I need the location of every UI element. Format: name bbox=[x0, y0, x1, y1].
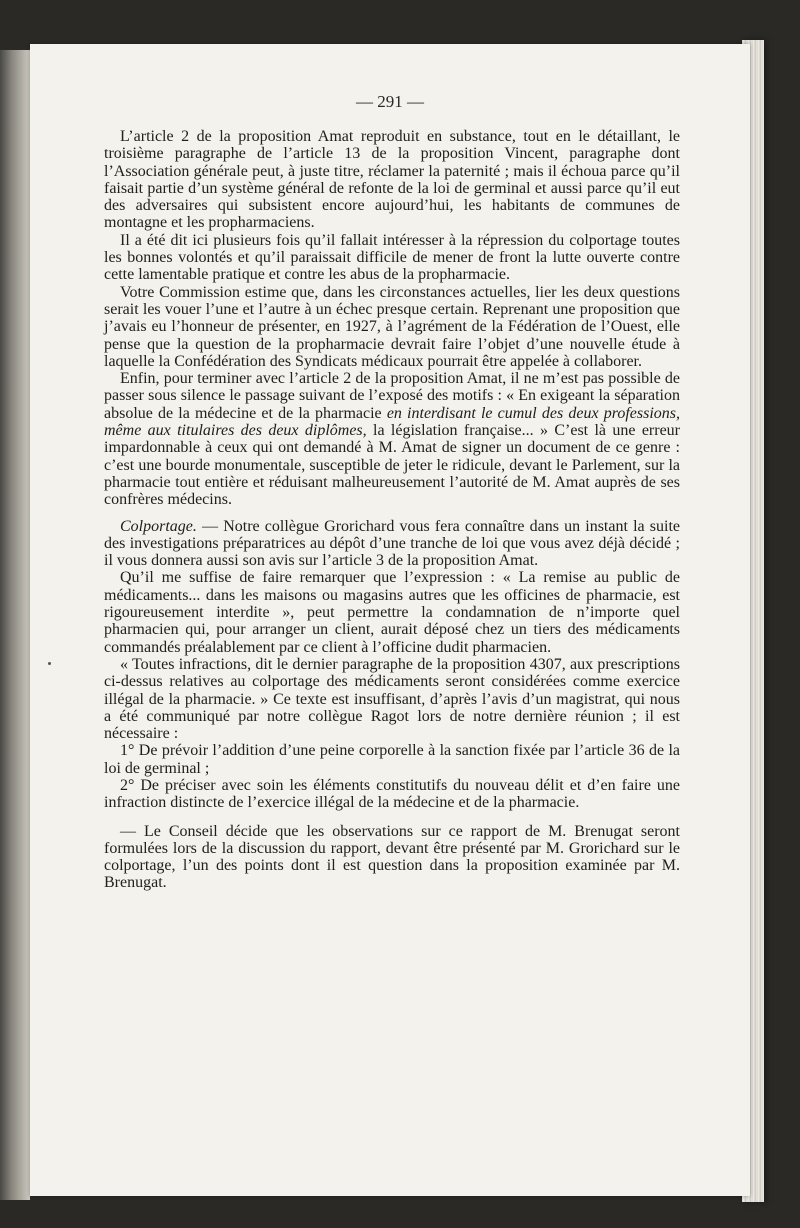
paragraph-article-2: L’article 2 de la proposition Amat reproduit en substance, tout en le détaillant, le troisième paragraphe de l’article 13 de la proposition Vincent, paragraphe dont l’Association générale peut, à juste titre, réclamer la paternité ; mais il échoua parce qu’il faisait partie d’un système général de refonte de la loi de germinal et aussi parce qu’il eut des adversaires qui subsistent encore aujourd’hui, les habitants de communes de montagne et les propharmaciens. bbox=[104, 128, 680, 232]
italic-quote: en interdisant le cumul des deux professions, même aux titulaires des deux diplômes, bbox=[104, 404, 681, 440]
paragraph-expression: Qu’il me suffise de faire remarquer que l’expression : « La remise au public de médicaments... dans les maisons ou magasins autres que les officines de pharmacie, est rigoureusement interdite », peut permettre la condamnation de n’importe quel pharmacien qui, pour arranger un client, aurait déposé chez un tiers des médicaments commandés préalablement par ce client à l’officine dudit pharmacien. bbox=[104, 569, 680, 656]
body-text bbox=[104, 128, 680, 892]
paragraph-conclusion: — Le Conseil décide que les observations sur ce rapport de M. Brenugat seront formulées lors de la discussion du rapport, devant être présenté par M. Grorichard sur le colportage, l’un des points dont il est question dans la proposition examinée par M. Brenugat. bbox=[104, 822, 680, 892]
paragraph-repression: Il a été dit ici plusieurs fois qu’il fallait intéresser à la répression du colportage toutes les bonnes volontés et qu’il paraissait difficile de mener de front la lutte ouverte contre cette lamentable pratique et contre les abus de la propharmacie. bbox=[104, 231, 680, 284]
paragraph-commission: Votre Commission estime que, dans les circonstances actuelles, lier les deux questions serait les vouer l’une et l’autre à un échec presque certain. Reprenant une proposition que j’avais eu l’honneur de présenter, en 1927, à l’agrément de la Fédération de l’Ouest, elle pense que la question de la propharmacie devrait faire l’objet d’une nouvelle étude à laquelle la Confédération des Syndicats médicaux pourrait être appelée à collaborer. bbox=[104, 283, 680, 370]
paragraph-colportage-text: — Notre collègue Grorichard vous fera connaître dans un instant la suite des investigations préparatrices au dépôt d’une tranche de loi que vous avez déjà décidé ; il vous donnera aussi son avis sur l’article 3 de la proposition Amat. bbox=[104, 517, 680, 570]
paragraph-infractions: « Toutes infractions, dit le dernier paragraphe de la proposition 4307, aux prescriptions ci-dessus relatives au colportage des médicaments seront considérées comme exercice illégal de la pharmacie. » Ce texte est insuffisant, d’après l’avis d’un magistrat, qui nous a été communiqué par notre collègue Ragot lors de notre dernière réunion ; il est nécessaire : bbox=[104, 655, 680, 743]
document-page bbox=[30, 44, 750, 1196]
page-number: — 291 — bbox=[356, 92, 424, 111]
list-item-1: 1° De prévoir l’addition d’une peine corporelle à la sanction fixée par l’article 36 de la loi de germinal ; bbox=[104, 742, 680, 777]
paragraph-expose-before: Enfin, pour terminer avec l’article 2 de la proposition Amat, il ne m’est pas possible de passer sous silence le passage suivant de l’exposé des motifs : « En exigeant la séparation absolue de la médecine et de la pharmacie bbox=[104, 370, 680, 422]
adjacent-page-strip bbox=[0, 50, 30, 1200]
margin-mark bbox=[48, 662, 51, 665]
paragraph-expose-after: la législation française... » C’est là une erreur impardonnable à ceux qui ont demandé à M. Amat de signer un document de ce genre : c’est une bourde monumentale, susceptible de jeter le ridicule, devant le Parlement, sur la pharmacie tout entière et réduisant malheureusement l’autorité de M. Amat auprès de ses confrères médecins. bbox=[104, 422, 681, 509]
list-item-2: 2° De préciser avec soin les éléments constitutifs du nouveau délit et d’en faire une infraction distincte de l’exercice illégal de la médecine et de la pharmacie. bbox=[104, 776, 680, 812]
paragraph-colportage bbox=[104, 518, 680, 570]
paragraph-expose-motifs bbox=[104, 370, 680, 508]
section-heading-colportage: Colportage. bbox=[120, 517, 197, 535]
